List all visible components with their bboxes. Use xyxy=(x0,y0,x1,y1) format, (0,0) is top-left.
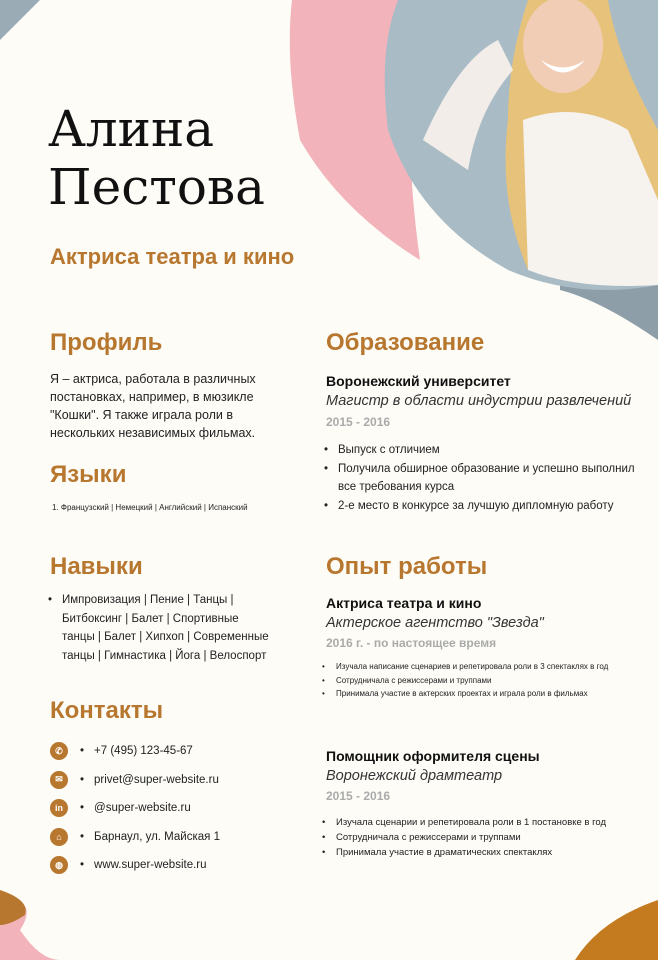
profile-photo xyxy=(378,0,658,292)
education-dates: 2015 - 2016 xyxy=(326,415,391,429)
contact-text: • privet@super-website.ru xyxy=(80,774,219,786)
contacts-heading: Контакты xyxy=(50,697,164,724)
candidate-name: Алина Пестова xyxy=(48,100,265,216)
bullet: • 2-е место в конкурсе за лучшую дипломную работу xyxy=(322,497,636,516)
bullet: • Получила обширное образование и успешно выполнил все требования курса xyxy=(322,460,636,497)
globe-icon: ◍ xyxy=(50,856,68,874)
skills-heading: Навыки xyxy=(50,553,143,580)
job-org: Воронежский драмтеатр xyxy=(326,768,503,784)
job-entry xyxy=(326,748,646,860)
skills-list xyxy=(46,591,271,665)
bullet: • Сотрудничала с режиссерами и труппами xyxy=(320,830,646,845)
bullet: • Принимала участие в актерских проектах и играла роли в фильмах xyxy=(320,687,646,701)
job-entry xyxy=(326,595,646,701)
contact-item xyxy=(50,794,220,823)
profile-text: Я – актриса, работала в различных постановках, например, в мюзикле "Кошки". Я также играла роли в нескольких независимых фильмах. xyxy=(50,372,256,440)
job-bullets xyxy=(320,660,646,701)
email-icon: ✉ xyxy=(50,771,68,789)
education-bullets xyxy=(322,441,636,515)
school-name: Воронежский университет xyxy=(326,373,511,389)
home-icon: ⌂ xyxy=(50,828,68,846)
bullet: • Сотрудничала с режиссерами и труппами xyxy=(320,674,646,688)
bullet: • Принимала участие в драматических спектаклях xyxy=(320,845,646,860)
contact-item xyxy=(50,823,220,852)
education-entry xyxy=(326,373,636,515)
skills-item: • Импровизация | Пение | Танцы | Битбоксинг | Балет | Спортивные танцы | Балет | Хипхоп | Современные танцы | Гимнастика | Йога | Велоспорт xyxy=(46,591,271,665)
bullet: • Изучала написание сценариев и репетировала роли в 3 спектаклях в год xyxy=(320,660,646,674)
job-org: Актерское агентство "Звезда" xyxy=(326,615,544,631)
experience-heading: Опыт работы xyxy=(326,553,488,580)
bullet: • Выпуск с отличием xyxy=(322,441,636,460)
contacts-list xyxy=(50,737,220,880)
job-position: Помощник оформителя сцены xyxy=(326,748,540,764)
job-dates: 2016 г. - по настоящее время xyxy=(326,636,497,650)
bullet: • Изучала сценарии и репетировала роли в 1 постановке в год xyxy=(320,815,646,830)
linkedin-icon: in xyxy=(50,799,68,817)
phone-icon: ✆ xyxy=(50,742,68,760)
profile-heading: Профиль xyxy=(50,329,163,356)
job-bullets xyxy=(320,815,646,860)
contact-item xyxy=(50,737,220,766)
contact-text: • www.super-website.ru xyxy=(80,859,207,871)
contact-item xyxy=(50,766,220,795)
contact-text: • Барнаул, ул. Майская 1 xyxy=(80,831,220,843)
contact-text: • +7 (495) 123-45-67 xyxy=(80,745,193,757)
languages-heading: Языки xyxy=(50,461,127,488)
job-dates: 2015 - 2016 xyxy=(326,789,391,803)
contact-item xyxy=(50,851,220,880)
degree: Магистр в области индустрии развлечений xyxy=(326,393,632,409)
contact-text: • @super-website.ru xyxy=(80,802,191,814)
languages-list: 1. Французский | Немецкий | Английский | Испанский xyxy=(52,503,248,512)
candidate-role: Актриса театра и кино xyxy=(50,244,295,269)
job-position: Актриса театра и кино xyxy=(326,595,482,611)
education-heading: Образование xyxy=(326,329,485,356)
